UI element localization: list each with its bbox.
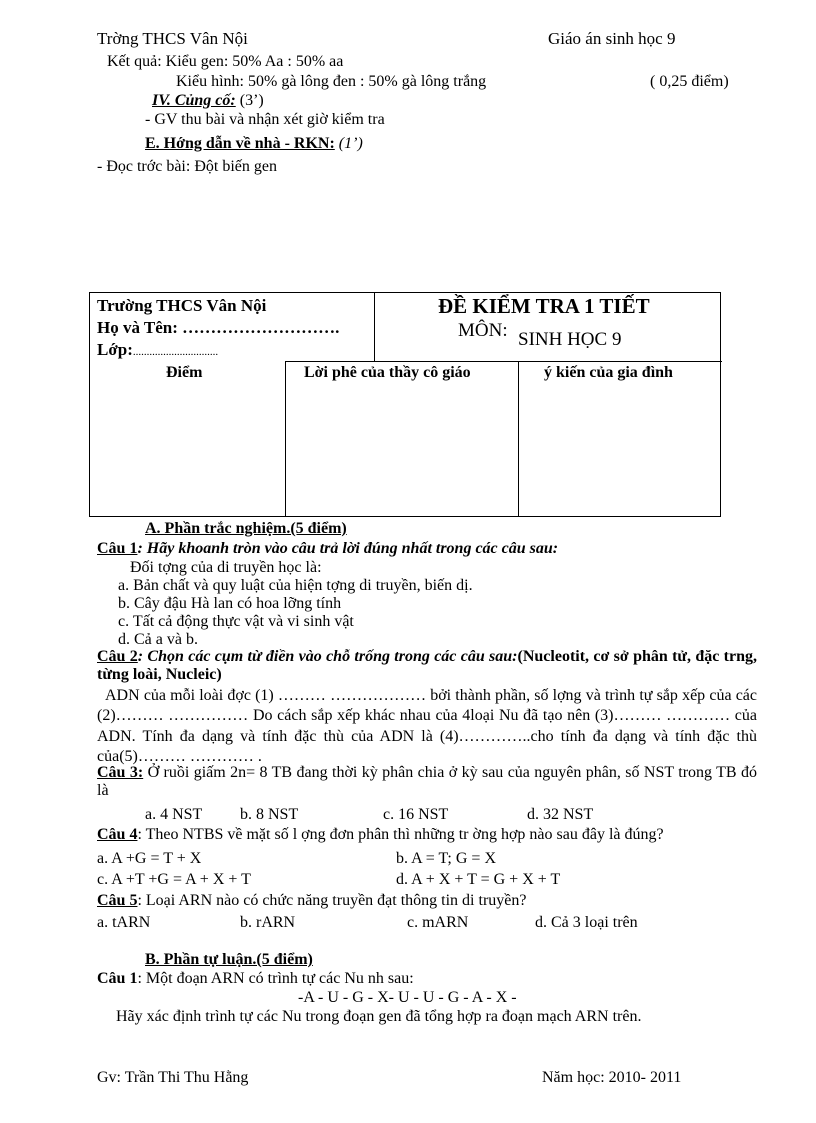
q2-text: ADN của mỗi loài đợc (1) ……… ……………… bởi thành phần, số lợng và trình tự sắp xếp của các (2)……… …………… Do cách sắp xếp khác nhau của 4loại Nu đã tạo nên (3)……… ………… của ADN. Tính đa dạng và tính đặc thù của ADN là (4)…………..cho tính đa dạng và tính đặc thù của(5)……… ………… .: [97, 687, 757, 766]
q3-option-b: b. 8 NST: [240, 806, 299, 823]
q3-option-d: d. 32 NST: [527, 806, 594, 823]
q5-option-c: c. mARN: [407, 914, 469, 931]
part-a-heading: A. Phần trắc nghiệm.(5 điểm): [145, 520, 347, 537]
result-genotype: Kết quả: Kiểu gen: 50% Aa : 50% aa: [107, 53, 344, 70]
header-subject: Giáo án sinh học 9: [548, 29, 676, 48]
q3-text: Câu 3: Ở ruồi giấm 2n= 8 TB đang thời kỳ phân chia ở kỳ sau của nguyên phân, số NST trong TB đó là: [97, 764, 758, 799]
q5-option-a: a. tARN: [97, 914, 151, 931]
consolidate-time: (3’): [239, 92, 264, 109]
q1-option-c: c. Tất cả động thực vật và vi sinh vật: [118, 613, 354, 630]
col-family-header: ý kiến của gia đình: [544, 364, 673, 381]
consolidate-line: [152, 92, 264, 110]
header-school: Trờng THCS Vân Nội: [97, 29, 248, 48]
homework-line: [145, 135, 363, 153]
q1-option-d: d. Cả a và b.: [118, 631, 198, 648]
q3-option-c: c. 16 NST: [383, 806, 449, 823]
exam-class-field: Lớp:...............................: [97, 340, 219, 359]
q4-text: Câu 4: Theo NTBS về mặt số l ợng đơn phân thì những tr ờng hợp nào sau đây là đúng?: [97, 826, 664, 843]
col-score-header: Điểm: [166, 364, 203, 381]
q1-prompt: Câu 1: Hãy khoanh tròn vào câu trả lời đúng nhất trong các câu sau:: [97, 540, 559, 557]
result-phenotype: Kiểu hình: 50% gà lông đen : 50% gà lông trắng: [176, 73, 487, 90]
q1-option-a: a. Bản chất và quy luật của hiện tợng di truyền, biến dị.: [118, 577, 473, 594]
exam-title: ĐỀ KIỂM TRA 1 TIẾT: [438, 294, 650, 318]
exam-subject: SINH HỌC 9: [518, 329, 622, 350]
exam-header-box: [89, 292, 721, 517]
q5-option-b: b. rARN: [240, 914, 296, 931]
exam-subject-label: MÔN:: [458, 320, 508, 341]
q3-option-a: a. 4 NST: [145, 806, 203, 823]
box-divider-vertical-1: [285, 361, 286, 517]
footer-teacher: Gv: Trần Thi Thu Hằng: [97, 1069, 249, 1086]
box-divider-horizontal: [285, 361, 722, 362]
consolidate-heading: IV. Củng cố:: [152, 92, 236, 109]
part-b-heading: B. Phần tự luận.(5 điểm): [145, 951, 313, 968]
box-divider-vertical-2: [518, 361, 519, 517]
footer-year: Năm học: 2010- 2011: [542, 1069, 682, 1086]
homework-heading: E. Hớng dẫn về nhà - RKN:: [145, 135, 335, 152]
homework-time: (1’): [338, 135, 363, 152]
q4-option-d: d. A + X + T = G + X + T: [396, 871, 561, 888]
exam-name-field: Họ và Tên: ……………………….: [97, 318, 340, 337]
exam-school: Trường THCS Vân Nội: [97, 296, 267, 315]
homework-text: - Đọc trớc bài: Đột biến gen: [97, 158, 277, 175]
q2-prompt: Câu 2: Chọn các cụm từ điền vào chỗ trống trong các câu sau:(Nucleotit, cơ sở phân tử, đặc trng, từng loài, Nucleic): [97, 648, 758, 683]
part-b-q1: Câu 1: Một đoạn ARN có trình tự các Nu nh sau:: [97, 970, 414, 987]
q1-stem: Đối tợng của di truyền học là:: [130, 559, 322, 576]
q4-option-c: c. A +T +G = A + X + T: [97, 871, 251, 888]
consolidate-text: - GV thu bài và nhận xét giờ kiểm tra: [145, 111, 385, 128]
col-teacher-header: Lời phê của thầy cô giáo: [304, 364, 471, 381]
q4-option-b: b. A = T; G = X: [396, 850, 496, 867]
part-b-q1-task: Hãy xác định trình tự các Nu trong đoạn gen đã tổng hợp ra đoạn mạch ARN trên.: [116, 1008, 642, 1025]
q4-option-a: a. A +G = T + X: [97, 850, 202, 867]
box-divider-vertical-top: [374, 293, 375, 361]
q1-option-b: b. Cây đậu Hà lan có hoa lỡng tính: [118, 595, 342, 612]
q5-option-d: d. Cả 3 loại trên: [535, 914, 638, 931]
result-points: ( 0,25 điểm): [650, 73, 729, 90]
rna-sequence: -A - U - G - X- U - U - G - A - X -: [298, 989, 517, 1006]
q5-text: Câu 5: Loại ARN nào có chức năng truyền đạt thông tin di truyền?: [97, 892, 527, 909]
